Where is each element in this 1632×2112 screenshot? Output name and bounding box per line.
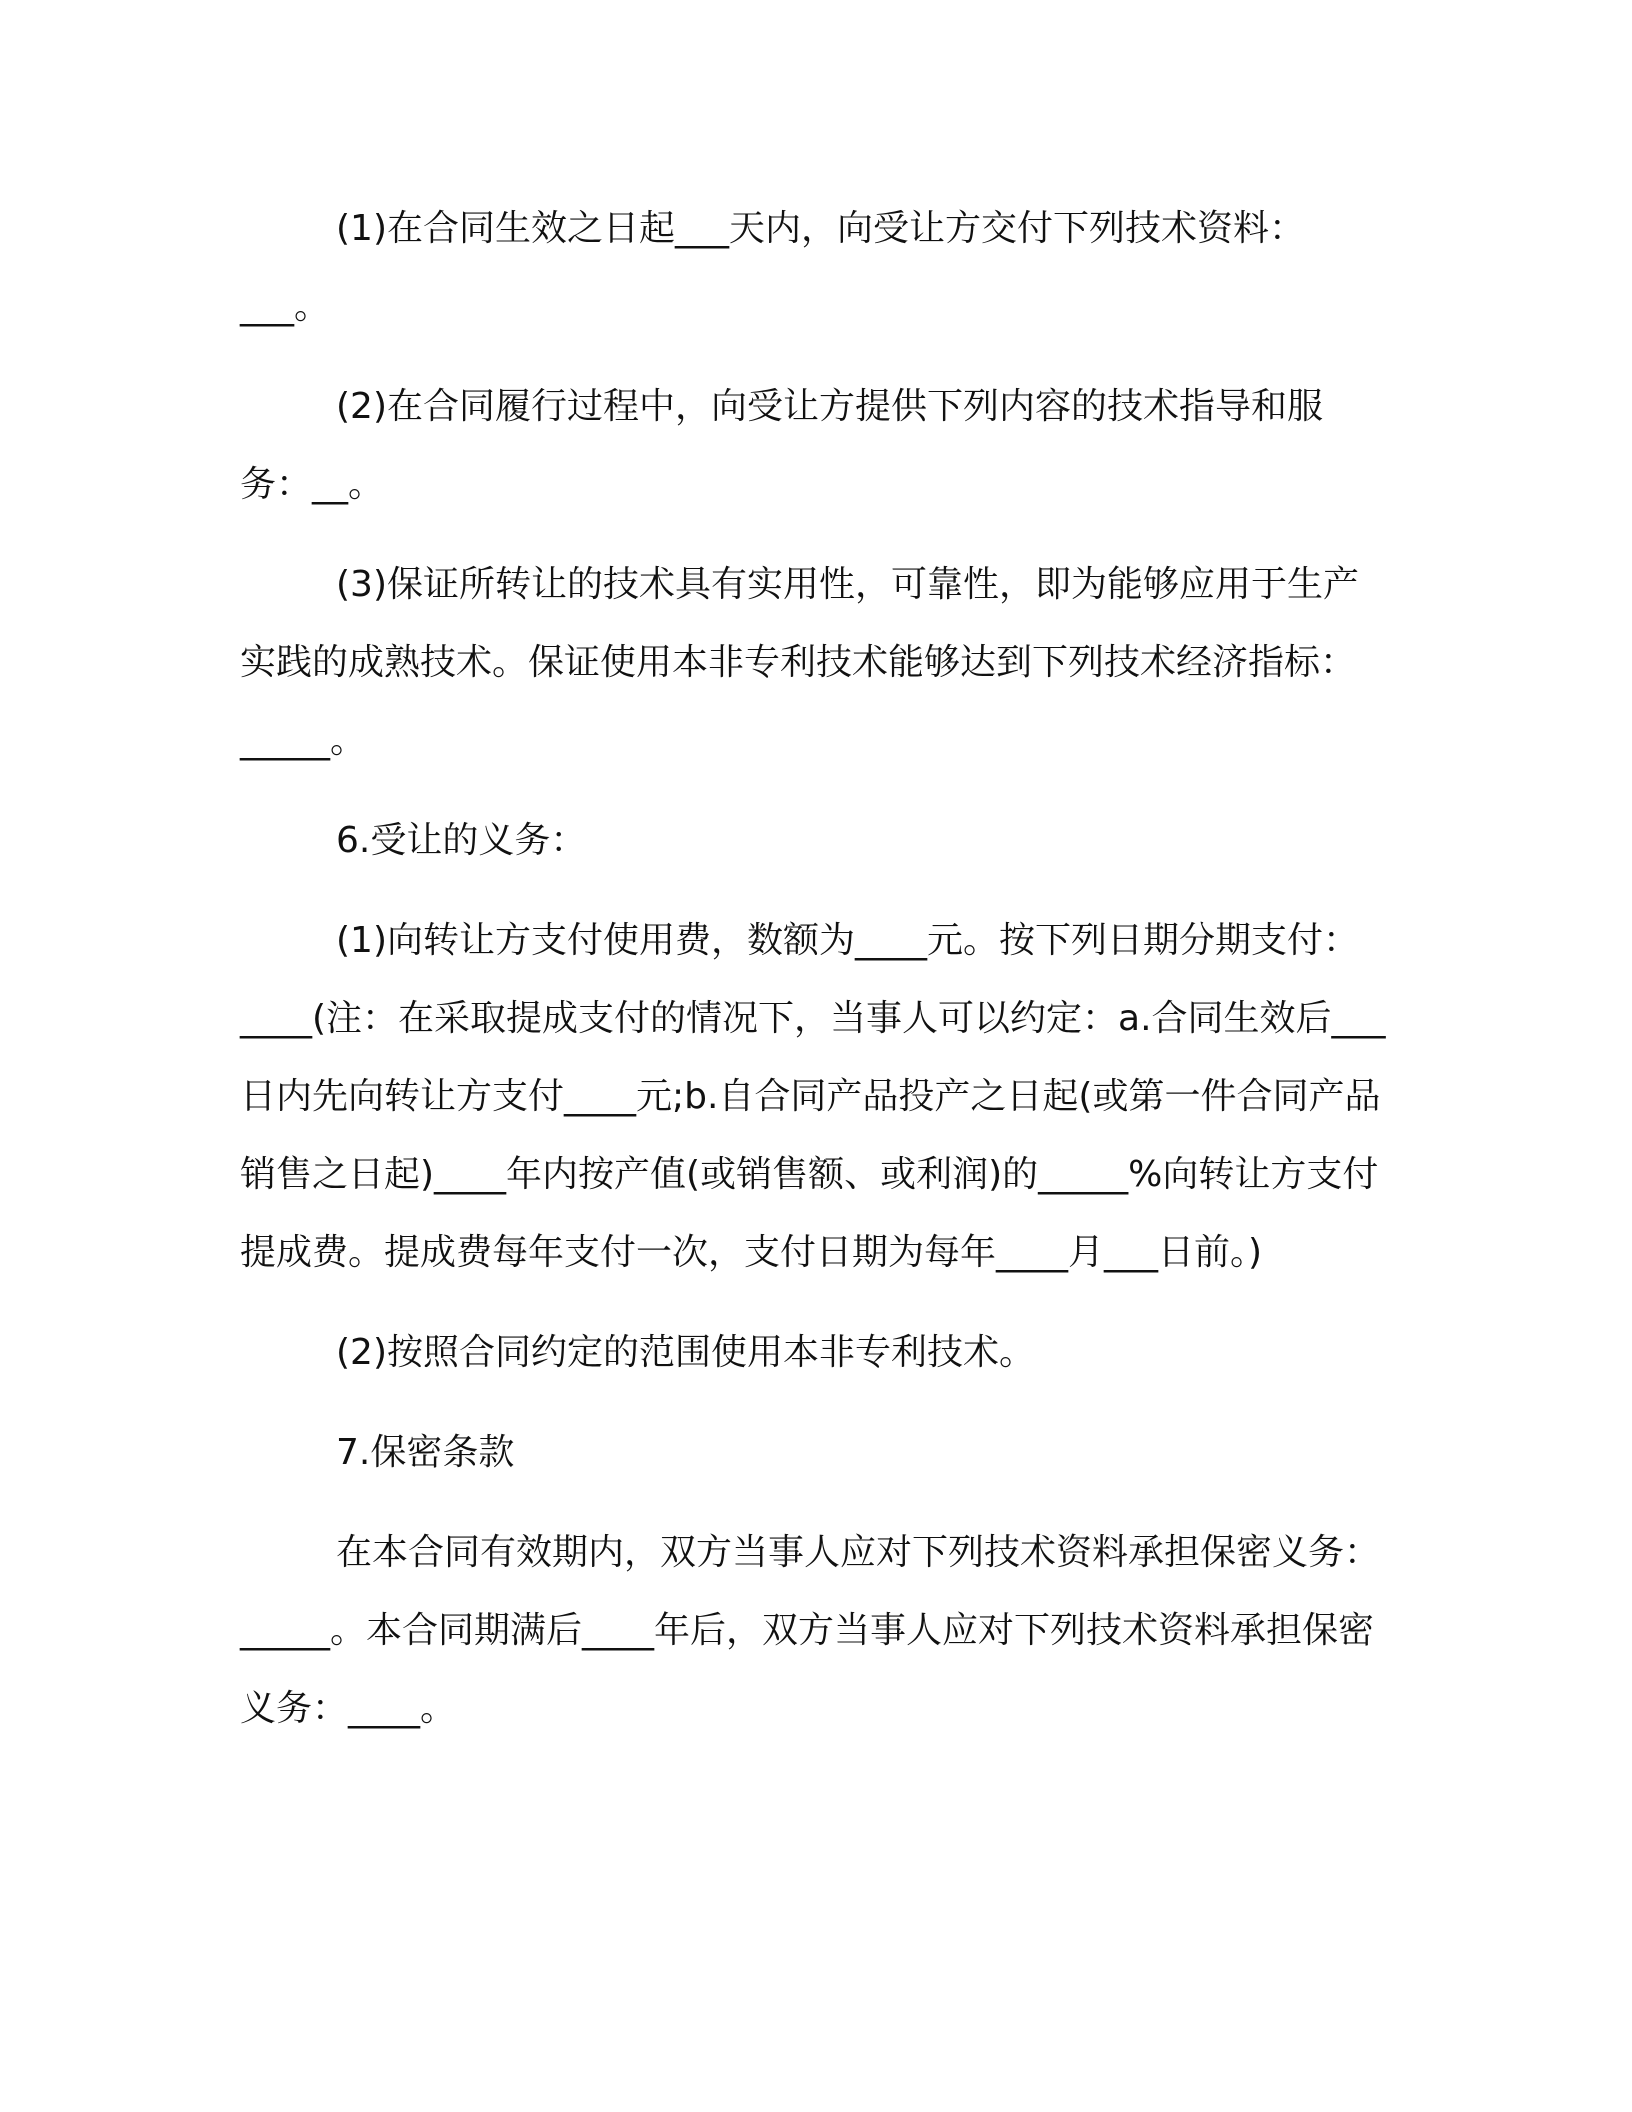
clause-3-warranty: (3)保证所转让的技术具有实用性，可靠性，即为能够应用于生产实践的成熟技术。保证使用本非专利技术能够达到下列技术经济指标：_____。: [240, 564, 1359, 761]
clause-7-confidentiality: 在本合同有效期内，双方当事人应对下列技术资料承担保密义务：_____。本合同期满后____年后，双方当事人应对下列技术资料承担保密义务：____。: [240, 1532, 1381, 1729]
clause-6-2-scope: (2)按照合同约定的范围使用本非专利技术。: [336, 1332, 1035, 1373]
section-7-heading: 7.保密条款: [336, 1432, 515, 1473]
section-6-heading: 6.受让的义务：: [336, 820, 587, 861]
clause-2-guidance: (2)在合同履行过程中，向受让方提供下列内容的技术指导和服务：__。: [240, 386, 1323, 505]
clause-1-delivery: (1)在合同生效之日起___天内，向受让方交付下列技术资料：___。: [240, 208, 1305, 327]
clause-6-1-payment: (1)向转让方支付使用费，数额为____元。按下列日期分期支付：____(注：在采取提成支付的情况下，当事人可以约定：a.合同生效后___日内先向转让方支付____元;b.自合同产品投产之日起(或第一件合同产品销售之日起)____年内按产值(或销售额、或利润)的_____%向转让方支付提成费。提成费每年支付一次，支付日期为每年____月___日前。): [240, 920, 1386, 1273]
document-body: [240, 190, 1390, 1748]
